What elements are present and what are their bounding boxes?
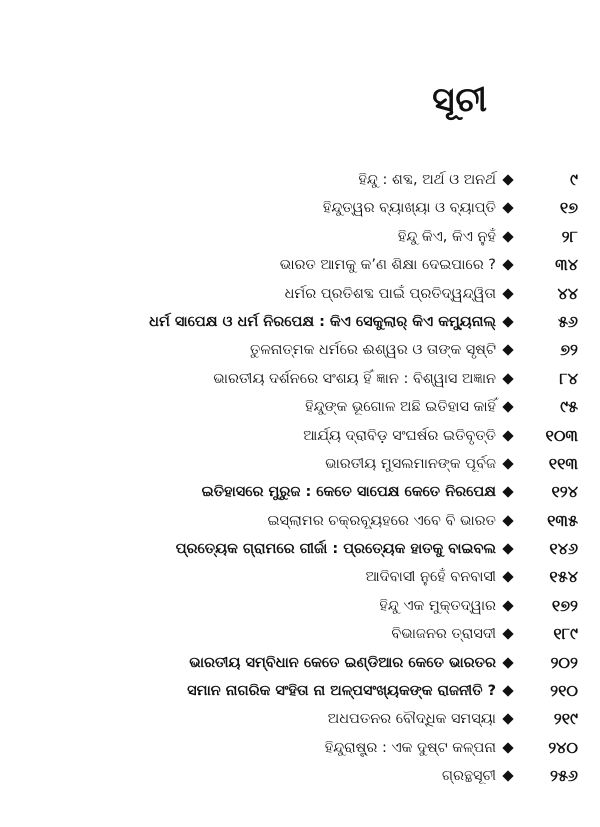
diamond-bullet-icon [502, 771, 513, 782]
toc-entry-title: ଇସ୍‌ଲାମର ଚକ୍ରବ୍ୟୂହରେ ଏବେ ବି ଭାରତ [267, 512, 496, 529]
toc-entry-page-number: ୨୪୦ [548, 737, 578, 757]
toc-entry-page-number: ୪୪ [557, 283, 578, 303]
toc-entry [0, 308, 600, 336]
toc-entry-page-number: ୯ [570, 170, 578, 189]
toc-entry [0, 762, 600, 790]
diamond-bullet-icon [502, 487, 513, 498]
diamond-bullet-icon [502, 288, 513, 299]
toc-entry [0, 478, 600, 506]
toc-entry [0, 365, 600, 393]
diamond-bullet-icon [502, 401, 513, 412]
toc-entry-title: ହିନ୍ଦୁତ୍ୱର ବ୍ୟାଖ୍ୟା ଓ ବ୍ୟାପ୍ତି [322, 200, 496, 217]
diamond-bullet-icon [502, 430, 513, 441]
toc-entry [0, 393, 600, 421]
toc-entry-title: ଅଧପତନର ବୌଦ୍ଧିକ ସମସ୍ୟା [327, 711, 496, 728]
toc-entry [0, 194, 600, 222]
toc-entry-title: ବିଭାଜନର ତ୍ରାସଦୀ [391, 626, 496, 643]
table-of-contents [0, 166, 600, 791]
diamond-bullet-icon [502, 174, 513, 185]
toc-entry-title: ହିନ୍ଦୁରାଷ୍ଟ୍ର : ଏକ ଦୁଷ୍ଟ କଳ୍ପନା [324, 739, 496, 756]
toc-entry-page-number: ୮୪ [559, 368, 578, 388]
toc-entry-title: ଆର୍ଯ୍ୟ ଦ୍ରାବିଡ଼ ସଂଘର୍ଷର ଇତିବୃତ୍ତି [303, 427, 496, 444]
diamond-bullet-icon [502, 345, 513, 356]
toc-entry-title: ଗ୍ରନ୍ଥସୂଚୀ [441, 768, 496, 785]
diamond-bullet-icon [502, 572, 513, 583]
toc-entry-page-number: ୨୫୬ [549, 766, 578, 786]
toc-entry-page-number: ୨୧୯ [553, 709, 578, 729]
toc-entry-title: ଧର୍ମ ସାପେକ୍ଷ ଓ ଧର୍ମ ନିରପେକ୍ଷ : କିଏ ସେକୁଲାର୍‌ କିଏ କମ୍ୟୁନାଲ୍‌ [149, 313, 496, 330]
toc-entry [0, 280, 600, 308]
toc-entry-page-number: ୧୩୫ [547, 510, 578, 530]
toc-entry-page-number: ୧୮୯ [553, 624, 578, 644]
toc-entry-title: ଭାରତୀୟ ସମ୍ବିଧାନ କେତେ ଇଣ୍ଡିଆର କେତେ ଭାରତର [189, 654, 496, 671]
toc-entry-page-number: ୨୦୨ [550, 652, 578, 672]
toc-entry-page-number: ୧୭୨ [551, 595, 578, 615]
diamond-bullet-icon [502, 203, 513, 214]
diamond-bullet-icon [502, 373, 513, 384]
toc-entry [0, 166, 600, 194]
toc-entry-title: ତୁଳନାତ୍ମକ ଧର୍ମରେ ଈଶ୍ୱର ଓ ତାଙ୍କ ସୃଷ୍ଟି [249, 342, 496, 359]
toc-entry-page-number: ୧୧୩ [548, 453, 578, 473]
toc-entry-title: ଭାରତ ଆମକୁ କ’ଣ ଶିକ୍ଷା ଦେଇପାରେ ? [279, 257, 496, 274]
toc-entry [0, 563, 600, 591]
toc-entry-page-number: ୧୫୪ [549, 567, 578, 587]
toc-entry [0, 507, 600, 535]
diamond-bullet-icon [502, 458, 513, 469]
toc-entry [0, 535, 600, 563]
toc-entry-page-number: ୨୮ [561, 226, 578, 246]
toc-entry-title: ହିନ୍ଦୁ କିଏ, କିଏ ନୁହଁ [397, 228, 496, 245]
diamond-bullet-icon [502, 515, 513, 526]
toc-entry [0, 450, 600, 478]
toc-entry-page-number: ୧୨୪ [551, 482, 578, 502]
toc-entry-page-number: ୭୨ [560, 340, 578, 360]
toc-entry [0, 422, 600, 450]
toc-entry [0, 223, 600, 251]
toc-entry-title: ସମାନ ନାଗରିକ ସଂହିତା ନା ଅଳ୍ପସଂଖ୍ୟକଙ୍କ ରାଜନୀତି ? [187, 683, 496, 700]
toc-entry-title: ଆଦିବାସୀ ନୁହେଁ ବନବାସୀ [365, 569, 496, 586]
toc-entry-page-number: ୧୦୩ [545, 425, 578, 445]
diamond-bullet-icon [502, 714, 513, 725]
toc-entry-title: ହିନ୍ଦୁଙ୍କ ଭୂଗୋଳ ଅଛି ଇତିହାସ କାହିଁ [305, 399, 496, 416]
toc-entry [0, 620, 600, 648]
toc-entry-page-number: ୧୪୬ [549, 539, 578, 559]
diamond-bullet-icon [502, 657, 513, 668]
page-title: ସୂଚୀ [432, 80, 488, 120]
toc-entry-page-number: ୩୪ [555, 255, 578, 275]
toc-entry-title: ଧର୍ମର ପ୍ରତିଶବ୍ଦ ପାଇଁ ପ୍ରତିଦ୍ୱନ୍ଦ୍ୱିତା [284, 285, 496, 302]
diamond-bullet-icon [502, 543, 513, 554]
toc-entry-page-number: ୨୧୦ [550, 681, 578, 701]
toc-entry-page-number: ୧୭ [559, 198, 578, 218]
toc-entry-page-number: ୯୫ [560, 397, 578, 417]
toc-entry [0, 677, 600, 705]
toc-entry-title: ହିନ୍ଦୁ : ଶବ୍ଦ, ଅର୍ଥ ଓ ଅନର୍ଥ [358, 172, 496, 188]
toc-entry [0, 734, 600, 762]
toc-entry [0, 251, 600, 279]
diamond-bullet-icon [502, 742, 513, 753]
toc-entry [0, 592, 600, 620]
diamond-bullet-icon [502, 685, 513, 696]
toc-entry-title: ଭାରତୀୟ ଦର୍ଶନରେ ସଂଶୟ ହିଁ ଜ୍ଞାନ : ବିଶ୍ୱାସ ଅଜ୍ଞାନ [213, 370, 496, 387]
toc-entry-page-number: ୫୬ [557, 311, 578, 331]
toc-entry-title: ଭାରତୀୟ ମୁସଲମାନଙ୍କ ପୂର୍ବଜ [325, 455, 496, 472]
toc-entry [0, 649, 600, 677]
diamond-bullet-icon [502, 231, 513, 242]
toc-entry-title: ହିନ୍ଦୁ ଏକ ମୁକ୍ତଦ୍ୱାର [379, 597, 496, 614]
toc-entry-title: ପ୍ରତ୍ୟେକ ଗ୍ରାମରେ ଗୀର୍ଜା : ପ୍ରତ୍ୟେକ ହାତକୁ ବାଇବଲ [175, 541, 496, 558]
diamond-bullet-icon [502, 600, 513, 611]
diamond-bullet-icon [502, 629, 513, 640]
toc-entry-title: ଇତିହାସରେ ମୁରୁଜ : କେତେ ସାପେକ୍ଷ କେତେ ନିରପେକ୍ଷ [201, 484, 496, 501]
diamond-bullet-icon [502, 316, 513, 327]
diamond-bullet-icon [502, 260, 513, 271]
toc-entry [0, 336, 600, 364]
toc-entry [0, 705, 600, 733]
